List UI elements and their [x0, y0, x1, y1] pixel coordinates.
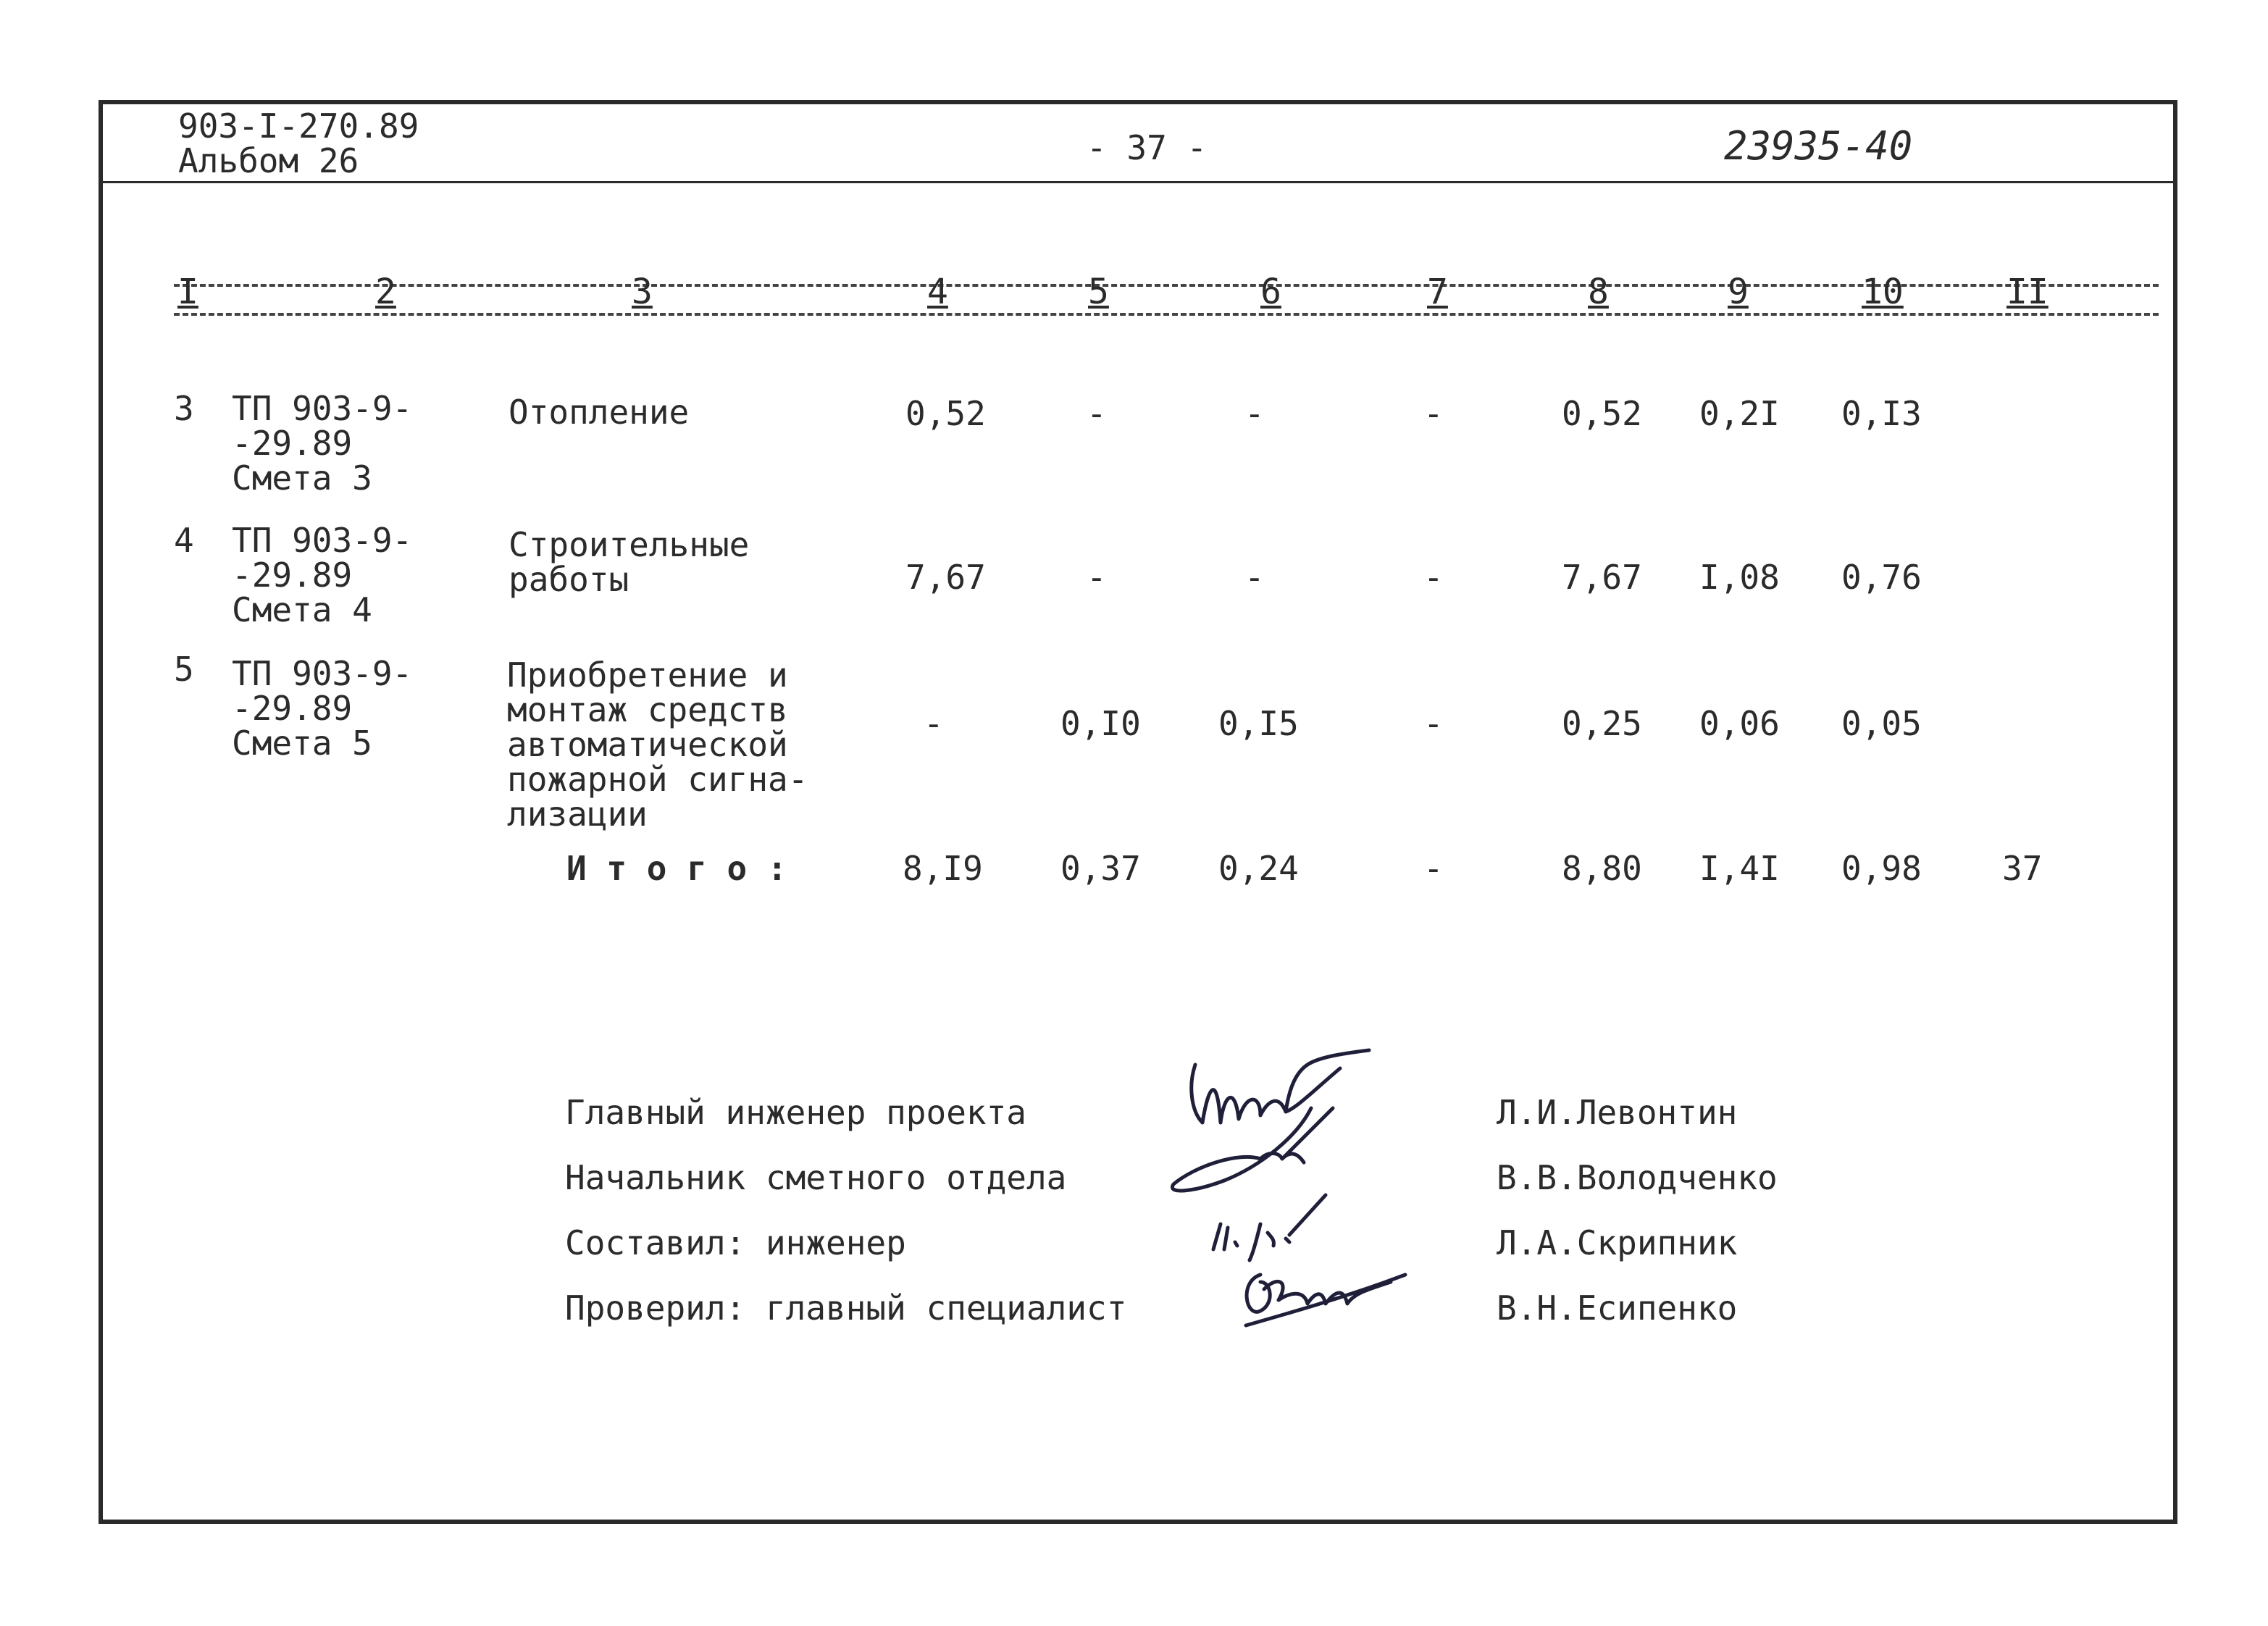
signature-name: В.Н.Есипенко — [1497, 1288, 1738, 1328]
total-col11: 37 — [2002, 849, 2043, 888]
signature-name: Л.И.Левонтин — [1497, 1093, 1738, 1132]
row-number: 5 — [174, 650, 194, 689]
album-label: Альбом 26 — [178, 141, 359, 180]
cell-col9: 0,06 — [1699, 704, 1780, 743]
cell-col4: 7,67 — [905, 558, 986, 597]
row-name: Строительные работы — [509, 525, 750, 599]
cell-col5: 0,I0 — [1060, 704, 1141, 743]
row-name: Приобретение и монтаж средств автоматической пожарной сигна- лизации — [507, 655, 808, 834]
handwritten-signatures — [1152, 1043, 1470, 1362]
cell-col7: - — [1423, 704, 1444, 743]
row-name: Отопление — [509, 393, 690, 432]
row-reference: ТП 903-9- -29.89 Смета 5 — [232, 654, 413, 763]
total-col10: 0,98 — [1841, 849, 1922, 888]
cell-col9: I,08 — [1699, 558, 1780, 597]
row-number: 4 — [174, 521, 194, 560]
cell-col8: 0,52 — [1562, 394, 1642, 433]
cell-col6: - — [1244, 394, 1265, 433]
signature-role: Проверил: главный специалист — [565, 1288, 1127, 1328]
row-reference: ТП 903-9- -29.89 Смета 3 — [232, 389, 413, 498]
cell-col10: 0,76 — [1841, 558, 1922, 597]
cell-col4: 0,52 — [905, 394, 986, 433]
total-col9: I,4I — [1699, 849, 1780, 888]
total-col6: 0,24 — [1218, 849, 1299, 888]
cell-col4: - — [924, 704, 944, 743]
signature-name: Л.А.Скрипник — [1497, 1223, 1738, 1262]
column-number: 6 — [1260, 272, 1281, 312]
cell-col7: - — [1423, 394, 1444, 433]
total-col7: - — [1423, 849, 1444, 888]
cell-col8: 0,25 — [1562, 704, 1642, 743]
signature-role: Начальник сметного отдела — [565, 1158, 1067, 1197]
document-number: 23935-40 — [1724, 123, 1913, 169]
signature-name: В.В.Володченко — [1497, 1158, 1778, 1197]
column-number: I — [177, 272, 198, 312]
column-number: 5 — [1088, 272, 1109, 312]
column-number: 3 — [632, 272, 653, 312]
signature-role: Составил: инженер — [565, 1223, 906, 1262]
cell-col8: 7,67 — [1562, 558, 1642, 597]
cell-col10: 0,05 — [1841, 704, 1922, 743]
page-number: - 37 - — [1087, 128, 1208, 167]
cell-col5: - — [1087, 558, 1107, 597]
document-code: 903-I-270.89 — [178, 106, 419, 146]
total-label: И т о г о : — [566, 849, 787, 888]
row-number: 3 — [174, 389, 194, 428]
total-col8: 8,80 — [1562, 849, 1642, 888]
total-col4: 8,I9 — [903, 849, 983, 888]
total-col5: 0,37 — [1060, 849, 1141, 888]
column-number: 10 — [1862, 272, 1904, 312]
cell-col6: 0,I5 — [1218, 704, 1299, 743]
cell-col5: - — [1087, 394, 1107, 433]
cell-col6: - — [1244, 558, 1265, 597]
column-number: 4 — [927, 272, 948, 312]
row-reference: ТП 903-9- -29.89 Смета 4 — [232, 521, 413, 629]
cell-col10: 0,I3 — [1841, 394, 1922, 433]
column-number: 7 — [1427, 272, 1448, 312]
cell-col7: - — [1423, 558, 1444, 597]
signature-role: Главный инженер проекта — [565, 1093, 1026, 1132]
column-number: II — [2007, 272, 2049, 312]
column-number: 8 — [1588, 272, 1609, 312]
cell-col9: 0,2I — [1699, 394, 1780, 433]
column-number: 2 — [375, 272, 396, 312]
header-divider — [99, 181, 2177, 183]
column-number: 9 — [1728, 272, 1749, 312]
column-number-row — [174, 272, 2159, 322]
